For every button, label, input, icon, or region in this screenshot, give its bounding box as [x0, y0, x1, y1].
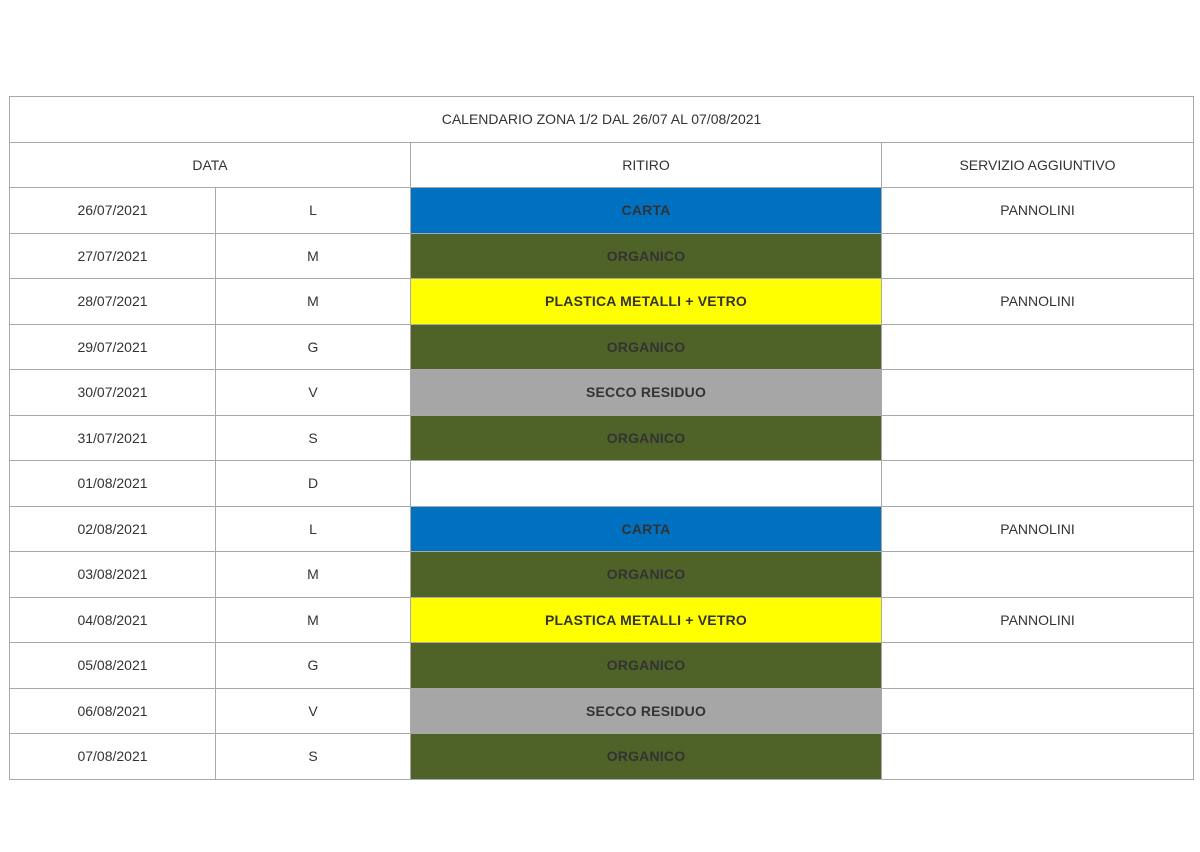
header-servizio: SERVIZIO AGGIUNTIVO [882, 142, 1194, 188]
date-cell: 03/08/2021 [10, 552, 216, 598]
date-cell: 06/08/2021 [10, 688, 216, 734]
servizio-cell: PANNOLINI [882, 188, 1194, 234]
servizio-cell [882, 324, 1194, 370]
ritiro-cell [411, 461, 882, 507]
day-cell: L [216, 188, 411, 234]
ritiro-cell: ORGANICO [411, 552, 882, 598]
header-ritiro: RITIRO [411, 142, 882, 188]
header-data: DATA [10, 142, 411, 188]
ritiro-cell: ORGANICO [411, 734, 882, 780]
header-row [10, 142, 1194, 188]
ritiro-cell: CARTA [411, 188, 882, 234]
day-cell: M [216, 233, 411, 279]
ritiro-cell: CARTA [411, 506, 882, 552]
day-cell: D [216, 461, 411, 507]
servizio-cell [882, 370, 1194, 416]
table-row [10, 188, 1194, 234]
date-cell: 28/07/2021 [10, 279, 216, 325]
servizio-cell [882, 461, 1194, 507]
date-cell: 01/08/2021 [10, 461, 216, 507]
date-cell: 02/08/2021 [10, 506, 216, 552]
table-row [10, 415, 1194, 461]
date-cell: 26/07/2021 [10, 188, 216, 234]
table-row [10, 552, 1194, 598]
servizio-cell [882, 552, 1194, 598]
ritiro-cell: PLASTICA METALLI + VETRO [411, 279, 882, 325]
date-cell: 04/08/2021 [10, 597, 216, 643]
table-row [10, 370, 1194, 416]
ritiro-cell: ORGANICO [411, 415, 882, 461]
servizio-cell [882, 643, 1194, 689]
servizio-cell: PANNOLINI [882, 279, 1194, 325]
date-cell: 30/07/2021 [10, 370, 216, 416]
servizio-cell: PANNOLINI [882, 597, 1194, 643]
ritiro-cell: ORGANICO [411, 643, 882, 689]
day-cell: V [216, 688, 411, 734]
table-row [10, 461, 1194, 507]
calendar-title: CALENDARIO ZONA 1/2 DAL 26/07 AL 07/08/2021 [10, 97, 1194, 143]
date-cell: 27/07/2021 [10, 233, 216, 279]
ritiro-cell: ORGANICO [411, 324, 882, 370]
collection-calendar-table [9, 96, 1194, 780]
ritiro-cell: PLASTICA METALLI + VETRO [411, 597, 882, 643]
day-cell: G [216, 643, 411, 689]
ritiro-cell: SECCO RESIDUO [411, 688, 882, 734]
table-row [10, 324, 1194, 370]
servizio-cell [882, 688, 1194, 734]
ritiro-cell: SECCO RESIDUO [411, 370, 882, 416]
servizio-cell [882, 734, 1194, 780]
day-cell: M [216, 597, 411, 643]
table-row [10, 643, 1194, 689]
table-row [10, 233, 1194, 279]
table-row [10, 597, 1194, 643]
date-cell: 31/07/2021 [10, 415, 216, 461]
date-cell: 05/08/2021 [10, 643, 216, 689]
table-row [10, 279, 1194, 325]
table-row [10, 734, 1194, 780]
day-cell: M [216, 552, 411, 598]
ritiro-cell: ORGANICO [411, 233, 882, 279]
servizio-cell [882, 415, 1194, 461]
servizio-cell [882, 233, 1194, 279]
date-cell: 29/07/2021 [10, 324, 216, 370]
day-cell: M [216, 279, 411, 325]
day-cell: L [216, 506, 411, 552]
day-cell: S [216, 734, 411, 780]
day-cell: S [216, 415, 411, 461]
date-cell: 07/08/2021 [10, 734, 216, 780]
day-cell: V [216, 370, 411, 416]
title-row [10, 97, 1194, 143]
table-row [10, 688, 1194, 734]
table-row [10, 506, 1194, 552]
day-cell: G [216, 324, 411, 370]
servizio-cell: PANNOLINI [882, 506, 1194, 552]
